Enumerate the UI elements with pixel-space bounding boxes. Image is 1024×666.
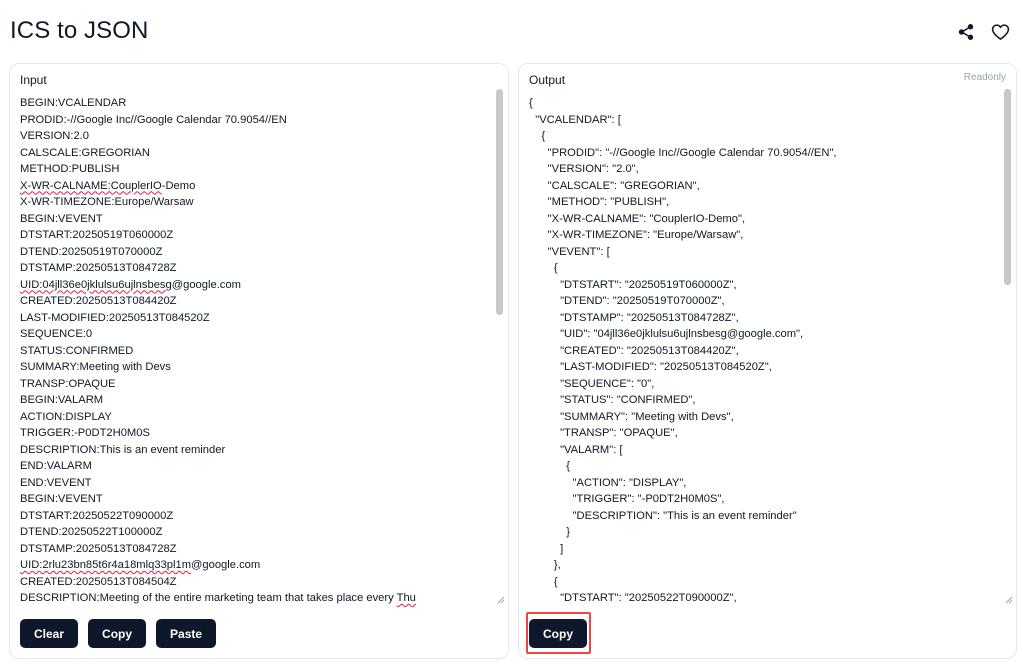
output-panel [518, 63, 1017, 659]
text-line: DESCRIPTION:Meeting of the entire marketing team that takes place every Thu [20, 592, 416, 604]
text-line: "X-WR-CALNAME": "CouplerIO-Demo", [529, 212, 746, 225]
text-line: "VCALENDAR": [ [529, 113, 621, 126]
text-line: BEGIN:VEVENT [20, 493, 103, 505]
text-line: DESCRIPTION:This is an event reminder [20, 443, 226, 456]
text-line: "CALSCALE": "GREGORIAN", [529, 179, 700, 192]
input-panel [9, 63, 509, 659]
text-line: "DTEND": "20250519T070000Z", [529, 295, 725, 307]
text-line: "VEVENT": [ [529, 245, 610, 258]
copy-input-button[interactable]: Copy [88, 619, 146, 648]
text-line: VERSION:2.0 [20, 130, 90, 142]
text-line: CALSCALE:GREGORIAN [20, 146, 150, 159]
text-line: UID:04jll36e0jklulsu6ujlnsbesg@google.com [20, 278, 241, 291]
clear-button[interactable]: Clear [20, 619, 78, 648]
text-line: SUMMARY:Meeting with Devs [20, 361, 171, 373]
text-line: "PRODID": "-//Google Inc//Google Calendar 70.9054//EN", [529, 146, 837, 159]
text-line: "X-WR-TIMEZONE": "Europe/Warsaw", [529, 229, 744, 241]
text-line: BEGIN:VCALENDAR [20, 97, 127, 109]
text-line: TRIGGER:-P0DT2H0M0S [20, 427, 150, 439]
text-line: { [529, 262, 558, 274]
text-line: }, [529, 559, 561, 571]
text-line: } [529, 526, 571, 538]
text-line: "TRIGGER": "-P0DT2H0M0S", [529, 493, 725, 505]
text-line: "TRANSP": "OPAQUE", [529, 427, 678, 439]
input-textarea[interactable] [20, 95, 498, 638]
text-line: STATUS:CONFIRMED [20, 344, 134, 357]
input-scrollbar-thumb[interactable] [496, 89, 503, 315]
text-line: { [529, 460, 571, 472]
output-scrollbar[interactable] [1004, 89, 1011, 609]
text-line: "LAST-MODIFIED": "20250513T084520Z", [529, 361, 772, 373]
text-line: "VERSION": "2.0", [529, 163, 639, 175]
text-line: { [529, 97, 533, 109]
top-actions [956, 22, 1010, 42]
text-line: "METHOD": "PUBLISH", [529, 196, 670, 208]
text-line: END:VALARM [20, 460, 92, 472]
share-icon[interactable] [956, 22, 976, 42]
text-line: DTSTART:20250519T060000Z [20, 229, 174, 241]
text-line: DTSTAMP:20250513T084728Z [20, 262, 177, 274]
output-textarea[interactable] [529, 95, 1006, 638]
text-line: "DTSTAMP": "20250513T084728Z", [529, 311, 739, 324]
text-line: X-WR-TIMEZONE:Europe/Warsaw [20, 196, 194, 208]
text-line: "UID": "04jll36e0jklulsu6ujlnsbesg@google.com", [529, 328, 804, 340]
text-line: ] [529, 542, 564, 555]
text-line: "DESCRIPTION": "This is an event reminder" [529, 509, 797, 522]
text-line: METHOD:PUBLISH [20, 163, 120, 175]
resize-grip-icon[interactable] [1003, 594, 1013, 604]
text-line: BEGIN:VALARM [20, 394, 104, 406]
text-line: BEGIN:VEVENT [20, 212, 103, 225]
text-line: "VALARM": [ [529, 443, 623, 456]
text-line: DTSTAMP:20250513T084728Z [20, 542, 177, 555]
heart-icon[interactable] [990, 22, 1010, 42]
text-line: DTEND:20250519T070000Z [20, 245, 163, 258]
text-line: "DTSTART": "20250522T090000Z", [529, 592, 737, 604]
copy-output-button[interactable]: Copy [529, 619, 587, 648]
text-line: UID:2rlu23bn85t6r4a18mlq33pl1m@google.com [20, 559, 261, 571]
output-scrollbar-thumb[interactable] [1004, 89, 1011, 285]
readonly-badge: Readonly [963, 72, 1006, 83]
paste-button[interactable]: Paste [156, 619, 216, 648]
text-line: CREATED:20250513T084420Z [20, 295, 177, 307]
text-line: { [529, 575, 558, 588]
text-line: ACTION:DISPLAY [20, 410, 112, 423]
text-line: "DTSTART": "20250519T060000Z", [529, 278, 737, 291]
text-line: LAST-MODIFIED:20250513T084520Z [20, 311, 210, 324]
input-text[interactable] [20, 95, 498, 607]
page-title: ICS to JSON [10, 17, 149, 44]
output-label: Output [529, 73, 566, 87]
text-line: DTSTART:20250522T090000Z [20, 509, 174, 522]
text-line: "STATUS": "CONFIRMED", [529, 394, 696, 406]
text-line: "SUMMARY": "Meeting with Devs", [529, 410, 734, 423]
text-line: DTEND:20250522T100000Z [20, 526, 163, 538]
text-line: "SEQUENCE": "0", [529, 377, 655, 390]
input-button-row [20, 619, 216, 648]
text-line: END:VEVENT [20, 476, 92, 489]
text-line: SEQUENCE:0 [20, 328, 93, 340]
input-label: Input [20, 73, 47, 87]
text-line: "ACTION": "DISPLAY", [529, 476, 687, 489]
text-line: X-WR-CALNAME:CouplerIO-Demo [20, 179, 196, 192]
text-line: { [529, 130, 546, 142]
output-button-row [529, 619, 587, 648]
text-line: CREATED:20250513T084504Z [20, 575, 177, 588]
text-line: PRODID:-//Google Inc//Google Calendar 70.9054//EN [20, 113, 287, 126]
output-text[interactable] [529, 95, 1006, 607]
resize-grip-icon[interactable] [495, 594, 505, 604]
text-line: TRANSP:OPAQUE [20, 377, 116, 390]
input-scrollbar[interactable] [496, 89, 503, 609]
text-line: "CREATED": "20250513T084420Z", [529, 344, 739, 357]
